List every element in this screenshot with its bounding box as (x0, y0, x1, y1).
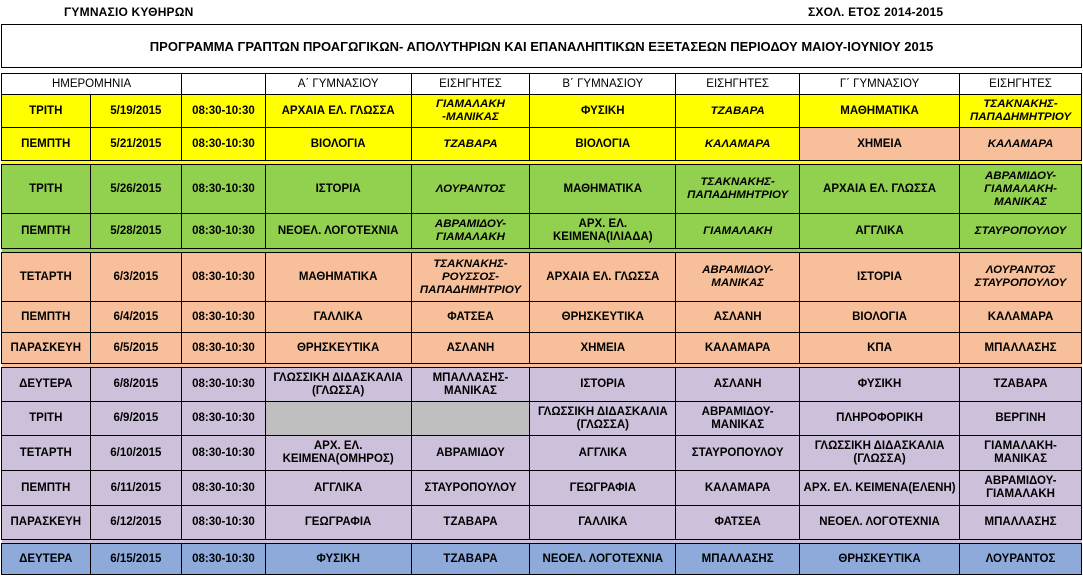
day-cell: ΤΡΙΤΗ (2, 402, 91, 436)
time-cell: 08:30-10:30 (182, 544, 266, 575)
day-cell: ΤΡΙΤΗ (2, 95, 91, 128)
date-cell: 5/19/2015 (90, 95, 182, 128)
subject-a-cell: ΝΕΟΕΛ. ΛΟΓΟΤΕΧΝΙΑ (265, 214, 411, 249)
teachers-c-cell: ΛΟΥΡΑΝΤΟΣ ΣΤΑΥΡΟΠΟΥΛΟΥ (960, 253, 1082, 302)
teachers-b-cell: ΑΣΛΑΝΗ (676, 302, 800, 333)
teachers-c-cell: ΜΠΑΛΛΑΣΗΣ (960, 333, 1082, 364)
subject-a-cell: ΓΛΩΣΣΙΚΗ ΔΙΔΑΣΚΑΛΙΑ (ΓΛΩΣΣΑ) (265, 368, 411, 402)
day-cell: ΠΕΜΠΤΗ (2, 471, 91, 506)
table-row (2, 95, 1082, 128)
header-grade-a: Α΄ ΓΥΜΝΑΣΙΟΥ (265, 74, 411, 95)
day-cell: ΠΑΡΑΣΚΕΥΗ (2, 333, 91, 364)
subject-b-cell: ΑΡΧΑΙΑ ΕΛ. ΓΛΩΣΣΑ (530, 253, 676, 302)
teachers-b-cell: ΓΙΑΜΑΛΑΚΗ (676, 214, 800, 249)
subject-c-cell: ΚΠΑ (800, 333, 960, 364)
time-cell: 08:30-10:30 (182, 436, 266, 471)
subject-b-cell: ΓΛΩΣΣΙΚΗ ΔΙΔΑΣΚΑΛΙΑ (ΓΛΩΣΣΑ) (530, 402, 676, 436)
subject-b-cell: ΑΡΧ. ΕΛ. ΚΕΙΜΕΝΑ(ΙΛΙΑΔΑ) (530, 214, 676, 249)
subject-c-cell: ΑΓΓΛΙΚΑ (800, 214, 960, 249)
subject-a-cell: ΜΑΘΗΜΑΤΙΚΑ (265, 253, 411, 302)
teachers-a-cell: ΤΖΑΒΑΡΑ (411, 544, 530, 575)
date-cell: 6/3/2015 (90, 253, 182, 302)
teachers-c-cell: ΓΙΑΜΑΛΑΚΗ-ΜΑΝΙΚΑΣ (960, 436, 1082, 471)
subject-a-cell: ΘΡΗΣΚΕΥΤΙΚΑ (265, 333, 411, 364)
date-cell: 6/15/2015 (90, 544, 182, 575)
header-teachers-a: ΕΙΣΗΓΗΤΕΣ (411, 74, 530, 95)
teachers-c-cell: ΤΖΑΒΑΡΑ (960, 368, 1082, 402)
teachers-a-cell (411, 402, 530, 436)
subject-b-cell: ΦΥΣΙΚΗ (530, 95, 676, 128)
teachers-a-cell: ΤΖΑΒΑΡΑ (411, 506, 530, 540)
teachers-c-cell: ΚΑΛΑΜΑΡΑ (960, 302, 1082, 333)
date-cell: 6/4/2015 (90, 302, 182, 333)
time-cell: 08:30-10:30 (182, 333, 266, 364)
date-cell: 6/9/2015 (90, 402, 182, 436)
teachers-b-cell: ΤΣΑΚΝΑΚΗΣ-ΠΑΠΑΔΗΜΗΤΡΙΟΥ (676, 165, 800, 214)
subject-a-cell: ΒΙΟΛΟΓΙΑ (265, 128, 411, 161)
subject-b-cell: ΧΗΜΕΙΑ (530, 333, 676, 364)
subject-a-cell: ΓΑΛΛΙΚΑ (265, 302, 411, 333)
teachers-b-cell: ΤΖΑΒΑΡΑ (676, 95, 800, 128)
teachers-a-cell: ΦΑΤΣΕΑ (411, 302, 530, 333)
subject-c-cell: ΒΙΟΛΟΓΙΑ (800, 302, 960, 333)
teachers-c-cell: ΤΣΑΚΝΑΚΗΣ-ΠΑΠΑΔΗΜΗΤΡΙΟΥ (960, 95, 1082, 128)
teachers-a-cell: ΤΣΑΚΝΑΚΗΣ-ΡΟΥΣΣΟΣ-ΠΑΠΑΔΗΜΗΤΡΙΟΥ (411, 253, 530, 302)
time-cell: 08:30-10:30 (182, 165, 266, 214)
teachers-a-cell: ΑΒΡΑΜΙΔΟΥ-ΓΙΑΜΑΛΑΚΗ (411, 214, 530, 249)
table-row (2, 436, 1082, 471)
subject-c-cell: ΦΥΣΙΚΗ (800, 368, 960, 402)
teachers-b-cell: ΣΤΑΥΡΟΠΟΥΛΟΥ (676, 436, 800, 471)
subject-c-cell: ΘΡΗΣΚΕΥΤΙΚΑ (800, 544, 960, 575)
subject-a-cell: ΦΥΣΙΚΗ (265, 544, 411, 575)
subject-a-cell (265, 402, 411, 436)
teachers-b-cell: ΚΑΛΑΜΑΡΑ (676, 333, 800, 364)
teachers-c-cell: ΑΒΡΑΜΙΔΟΥ-ΓΙΑΜΑΛΑΚΗ-ΜΑΝΙΚΑΣ (960, 165, 1082, 214)
day-cell: ΤΡΙΤΗ (2, 165, 91, 214)
time-cell: 08:30-10:30 (182, 402, 266, 436)
subject-b-cell: ΜΑΘΗΜΑΤΙΚΑ (530, 165, 676, 214)
time-cell: 08:30-10:30 (182, 506, 266, 540)
date-cell: 6/11/2015 (90, 471, 182, 506)
teachers-b-cell: ΑΒΡΑΜΙΔΟΥ-ΜΑΝΙΚΑΣ (676, 253, 800, 302)
table-row (2, 506, 1082, 540)
time-cell: 08:30-10:30 (182, 471, 266, 506)
page-title: ΠΡΟΓΡΑΜΜΑ ΓΡΑΠΤΩΝ ΠΡΟΑΓΩΓΙΚΩΝ- ΑΠΟΛΥΤΗΡΙΩΝ ΚΑΙ ΕΠΑΝΑΛΗΠΤΙΚΩΝ ΕΞΕΤΑΣΕΩΝ ΠΕΡΙΟΔΟΥ ΜΑΙΟΥ-ΙΟΥΝΙΟΥ 2015 (2, 25, 1082, 68)
date-cell: 6/8/2015 (90, 368, 182, 402)
teachers-a-cell: ΓΙΑΜΑΛΑΚΗ -ΜΑΝΙΚΑΣ (411, 95, 530, 128)
table-row (2, 402, 1082, 436)
table-row (2, 333, 1082, 364)
subject-b-cell: ΘΡΗΣΚΕΥΤΙΚΑ (530, 302, 676, 333)
teachers-b-cell: ΑΒΡΑΜΙΔΟΥ-ΜΑΝΙΚΑΣ (676, 402, 800, 436)
header-teachers-c: ΕΙΣΗΓΗΤΕΣ (960, 74, 1082, 95)
time-cell: 08:30-10:30 (182, 253, 266, 302)
day-cell: ΠΕΜΠΤΗ (2, 128, 91, 161)
table-row (2, 302, 1082, 333)
date-cell: 5/21/2015 (90, 128, 182, 161)
subject-b-cell: ΓΕΩΓΡΑΦΙΑ (530, 471, 676, 506)
teachers-a-cell: ΑΣΛΑΝΗ (411, 333, 530, 364)
time-cell: 08:30-10:30 (182, 128, 266, 161)
date-cell: 6/10/2015 (90, 436, 182, 471)
time-cell: 08:30-10:30 (182, 95, 266, 128)
date-cell: 5/28/2015 (90, 214, 182, 249)
school-name: ΓΥΜΝΑΣΙΟ ΚΥΘΗΡΩΝ (64, 5, 194, 19)
header-date: ΗΜΕΡΟΜΗΝΙΑ (2, 74, 182, 95)
subject-b-cell: ΓΑΛΛΙΚΑ (530, 506, 676, 540)
subject-c-cell: ΠΛΗΡΟΦΟΡΙΚΗ (800, 402, 960, 436)
teachers-a-cell: ΛΟΥΡΑΝΤΟΣ (411, 165, 530, 214)
subject-a-cell: ΙΣΤΟΡΙΑ (265, 165, 411, 214)
subject-a-cell: ΑΡΧΑΙΑ ΕΛ. ΓΛΩΣΣΑ (265, 95, 411, 128)
time-cell: 08:30-10:30 (182, 302, 266, 333)
table-row (2, 214, 1082, 249)
day-cell: ΠΑΡΑΣΚΕΥΗ (2, 506, 91, 540)
teachers-c-cell: ΣΤΑΥΡΟΠΟΥΛΟΥ (960, 214, 1082, 249)
table-row (2, 253, 1082, 302)
teachers-b-cell: ΑΣΛΑΝΗ (676, 368, 800, 402)
date-cell: 6/12/2015 (90, 506, 182, 540)
teachers-b-cell: ΚΑΛΑΜΑΡΑ (676, 471, 800, 506)
teachers-a-cell: ΜΠΑΛΛΑΣΗΣ-ΜΑΝΙΚΑΣ (411, 368, 530, 402)
subject-b-cell: ΑΓΓΛΙΚΑ (530, 436, 676, 471)
table-header-row (2, 74, 1082, 95)
header-time (182, 74, 266, 95)
subject-b-cell: ΝΕΟΕΛ. ΛΟΓΟΤΕΧΝΙΑ (530, 544, 676, 575)
time-cell: 08:30-10:30 (182, 214, 266, 249)
table-row (2, 471, 1082, 506)
teachers-a-cell: ΑΒΡΑΜΙΔΟΥ (411, 436, 530, 471)
teachers-c-cell: ΜΠΑΛΛΑΣΗΣ (960, 506, 1082, 540)
subject-c-cell: ΓΛΩΣΣΙΚΗ ΔΙΔΑΣΚΑΛΙΑ (ΓΛΩΣΣΑ) (800, 436, 960, 471)
teachers-c-cell: ΚΑΛΑΜΑΡΑ (960, 128, 1082, 161)
teachers-a-cell: ΤΖΑΒΑΡΑ (411, 128, 530, 161)
day-cell: ΤΕΤΑΡΤΗ (2, 253, 91, 302)
day-cell: ΔΕΥΤΕΡΑ (2, 544, 91, 575)
subject-a-cell: ΑΡΧ. ΕΛ. ΚΕΙΜΕΝΑ(ΟΜΗΡΟΣ) (265, 436, 411, 471)
teachers-b-cell: ΚΑΛΑΜΑΡΑ (676, 128, 800, 161)
subject-a-cell: ΑΓΓΛΙΚΑ (265, 471, 411, 506)
subject-c-cell: ΙΣΤΟΡΙΑ (800, 253, 960, 302)
date-cell: 6/5/2015 (90, 333, 182, 364)
subject-c-cell: ΝΕΟΕΛ. ΛΟΓΟΤΕΧΝΙΑ (800, 506, 960, 540)
day-cell: ΠΕΜΠΤΗ (2, 214, 91, 249)
header-teachers-b: ΕΙΣΗΓΗΤΕΣ (676, 74, 800, 95)
subject-c-cell: ΜΑΘΗΜΑΤΙΚΑ (800, 95, 960, 128)
subject-c-cell: ΑΡΧΑΙΑ ΕΛ. ΓΛΩΣΣΑ (800, 165, 960, 214)
subject-b-cell: ΒΙΟΛΟΓΙΑ (530, 128, 676, 161)
day-cell: ΤΕΤΑΡΤΗ (2, 436, 91, 471)
teachers-b-cell: ΦΑΤΣΕΑ (676, 506, 800, 540)
subject-c-cell: ΧΗΜΕΙΑ (800, 128, 960, 161)
subject-a-cell: ΓΕΩΓΡΑΦΙΑ (265, 506, 411, 540)
day-cell: ΔΕΥΤΕΡΑ (2, 368, 91, 402)
teachers-a-cell: ΣΤΑΥΡΟΠΟΥΛΟΥ (411, 471, 530, 506)
teachers-c-cell: ΒΕΡΓΙΝΗ (960, 402, 1082, 436)
teachers-c-cell: ΛΟΥΡΑΝΤΟΣ (960, 544, 1082, 575)
teachers-b-cell: ΜΠΑΛΛΑΣΗΣ (676, 544, 800, 575)
table-row (2, 165, 1082, 214)
table-row (2, 544, 1082, 575)
table-row (2, 128, 1082, 161)
subject-b-cell: ΙΣΤΟΡΙΑ (530, 368, 676, 402)
date-cell: 5/26/2015 (90, 165, 182, 214)
header-grade-b: Β΄ ΓΥΜΝΑΣΙΟΥ (530, 74, 676, 95)
exam-schedule-table (1, 24, 1082, 575)
day-cell: ΠΕΜΠΤΗ (2, 302, 91, 333)
table-row (2, 368, 1082, 402)
teachers-c-cell: ΑΒΡΑΜΙΔΟΥ-ΓΙΑΜΑΛΑΚΗ (960, 471, 1082, 506)
subject-c-cell: ΑΡΧ. ΕΛ. ΚΕΙΜΕΝΑ(ΕΛΕΝΗ) (800, 471, 960, 506)
header-grade-c: Γ΄ ΓΥΜΝΑΣΙΟΥ (800, 74, 960, 95)
school-year: ΣΧΟΛ. ΕΤΟΣ 2014-2015 (808, 5, 944, 19)
time-cell: 08:30-10:30 (182, 368, 266, 402)
